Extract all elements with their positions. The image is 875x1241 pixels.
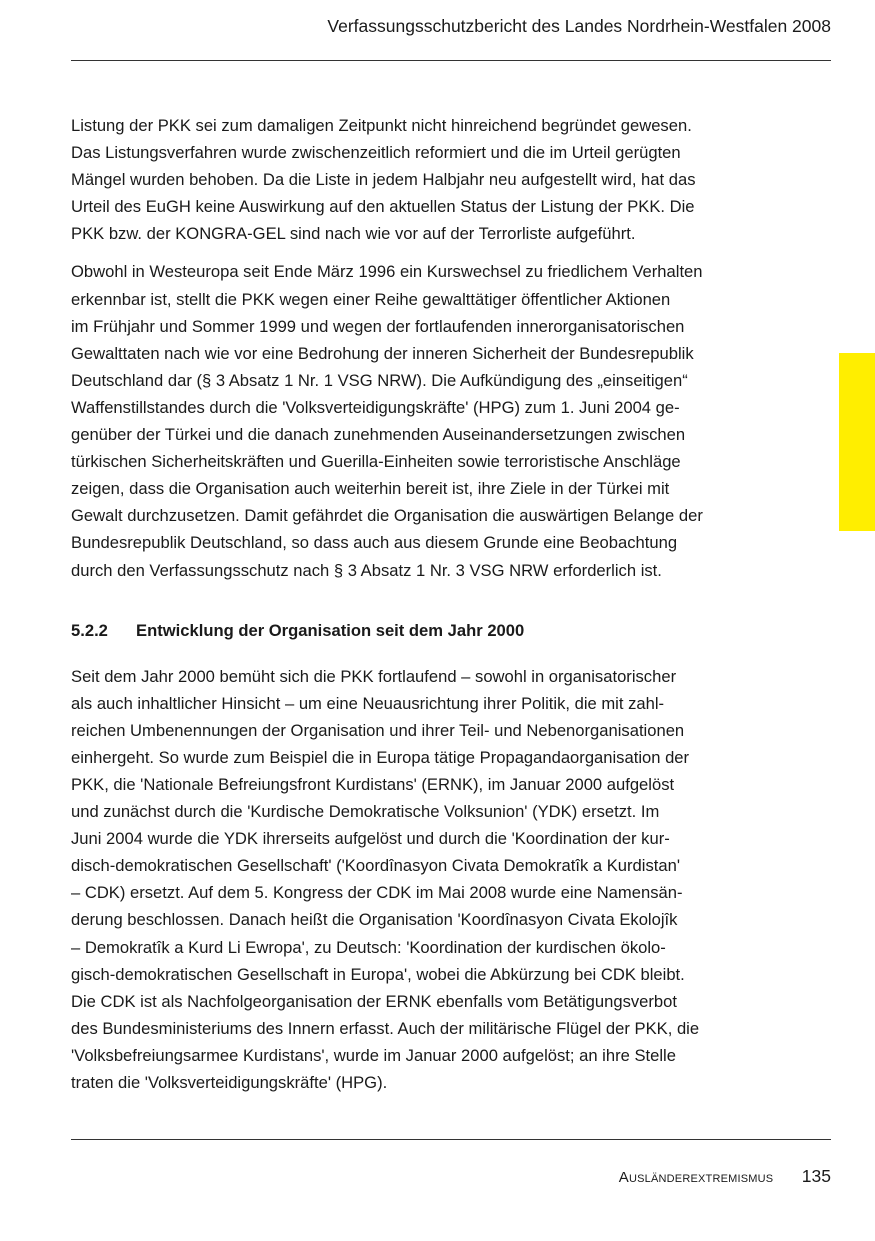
text-line: und zunächst durch die 'Kurdische Demokratische Volksunion' (YDK) ersetzt. Im bbox=[71, 802, 660, 822]
paragraph-1 bbox=[71, 112, 791, 247]
text-line: gisch-demokratischen Gesellschaft in Europa', wobei die Abkürzung bei CDK bleibt. bbox=[71, 964, 685, 984]
text-line: einhergeht. So wurde zum Beispiel die in Europa tätige Propagandaorganisation der bbox=[71, 747, 690, 767]
text-line: im Frühjahr und Sommer 1999 und wegen der fortlaufenden innerorganisatorischen bbox=[71, 316, 685, 336]
text-line: durch den Verfassungsschutz nach § 3 Absatz 1 Nr. 3 VSG NRW erforderlich ist. bbox=[71, 560, 662, 580]
text-line: PKK bzw. der KONGRA-GEL sind nach wie vor auf der Terrorliste aufgeführt. bbox=[71, 224, 636, 244]
text-line: Mängel wurden behoben. Da die Liste in jedem Halbjahr neu aufgestellt wird, hat das bbox=[71, 170, 696, 190]
footer-rule bbox=[71, 1139, 831, 1140]
paragraph-2 bbox=[71, 258, 791, 583]
text-line: erkennbar ist, stellt die PKK wegen einer Reihe gewalttätiger öffentlicher Aktionen bbox=[71, 289, 671, 309]
text-line: zeigen, dass die Organisation auch weiterhin bereit ist, ihre Ziele in der Türkei mit bbox=[71, 479, 670, 499]
text-line: Listung der PKK sei zum damaligen Zeitpunkt nicht hinreichend begründet gewesen. bbox=[71, 116, 692, 135]
page-body bbox=[71, 112, 791, 1096]
text-line: traten die 'Volksverteidigungskräfte' (HPG). bbox=[71, 1073, 388, 1092]
text-line: Seit dem Jahr 2000 bemüht sich die PKK fortlaufend – sowohl in organisatorischer bbox=[71, 666, 677, 686]
text-line: genüber der Türkei und die danach zunehmenden Auseinandersetzungen zwischen bbox=[71, 425, 686, 445]
text-line: als auch inhaltlicher Hinsicht – um eine Neuausrichtung ihrer Politik, die mit zahl- bbox=[71, 693, 665, 713]
text-line: Waffenstillstandes durch die 'Volksverteidigungskräfte' (HPG) zum 1. Juni 2004 ge- bbox=[71, 397, 680, 417]
text-line: Das Listungsverfahren wurde zwischenzeitlich reformiert und die im Urteil gerügten bbox=[71, 143, 681, 163]
paragraph-3 bbox=[71, 663, 791, 1097]
text-line: reichen Umbenennungen der Organisation und ihrer Teil- und Nebenorganisationen bbox=[71, 720, 685, 740]
chapter-tab-marker bbox=[839, 353, 875, 531]
text-line: Bundesrepublik Deutschland, so dass auch aus diesem Grunde eine Beobachtung bbox=[71, 533, 678, 553]
text-line: des Bundesministeriums des Innern erfasst. Auch der militärische Flügel der PKK, die bbox=[71, 1018, 700, 1038]
section-number: 5.2.2 bbox=[71, 620, 108, 640]
text-line: disch-demokratischen Gesellschaft' ('Koordînasyon Civata Demokratîk a Kurdistan' bbox=[71, 856, 680, 876]
text-line: Deutschland dar (§ 3 Absatz 1 Nr. 1 VSG NRW). Die Aufkündigung des „einseitigen“ bbox=[71, 370, 688, 390]
footer-section-name: Ausländerextremismus bbox=[618, 1169, 774, 1186]
text-line: derung beschlossen. Danach heißt die Organisation 'Koordînasyon Civata Ekolojîk bbox=[71, 910, 678, 930]
section-heading bbox=[71, 617, 791, 644]
text-line: türkischen Sicherheitskräften und Guerilla-Einheiten sowie terroristische Anschläge bbox=[71, 452, 681, 472]
text-line: Obwohl in Westeuropa seit Ende März 1996 ein Kurswechsel zu friedlichem Verhalten bbox=[71, 262, 703, 282]
section-title: Entwicklung der Organisation seit dem Jahr 2000 bbox=[136, 620, 525, 640]
text-line: 'Volksbefreiungsarmee Kurdistans', wurde im Januar 2000 aufgelöst; an ihre Stelle bbox=[71, 1045, 676, 1065]
header-title: Verfassungsschutzbericht des Landes Nordrhein-Westfalen 2008 bbox=[327, 16, 831, 36]
text-line: Gewalt durchzusetzen. Damit gefährdet die Organisation die auswärtigen Belange der bbox=[71, 506, 703, 526]
text-line: – CDK) ersetzt. Auf dem 5. Kongress der CDK im Mai 2008 wurde eine Namensän- bbox=[71, 883, 683, 903]
running-footer bbox=[619, 1162, 831, 1190]
page-number: 135 bbox=[801, 1166, 831, 1186]
header-rule bbox=[71, 60, 831, 61]
text-line: PKK, die 'Nationale Befreiungsfront Kurdistans' (ERNK), im Januar 2000 aufgelöst bbox=[71, 774, 675, 794]
text-line: Juni 2004 wurde die YDK ihrerseits aufgelöst und durch die 'Koordination der kur- bbox=[71, 829, 670, 849]
running-header bbox=[71, 12, 831, 40]
text-line: – Demokratîk a Kurd Li Ewropa', zu Deutsch: 'Koordination der kurdischen ökolo- bbox=[71, 937, 666, 957]
text-line: Urteil des EuGH keine Auswirkung auf den aktuellen Status der Listung der PKK. Die bbox=[71, 197, 695, 217]
text-line: Gewalttaten nach wie vor eine Bedrohung der inneren Sicherheit der Bundesrepublik bbox=[71, 343, 694, 363]
text-line: Die CDK ist als Nachfolgeorganisation der ERNK ebenfalls vom Betätigungsverbot bbox=[71, 991, 677, 1011]
